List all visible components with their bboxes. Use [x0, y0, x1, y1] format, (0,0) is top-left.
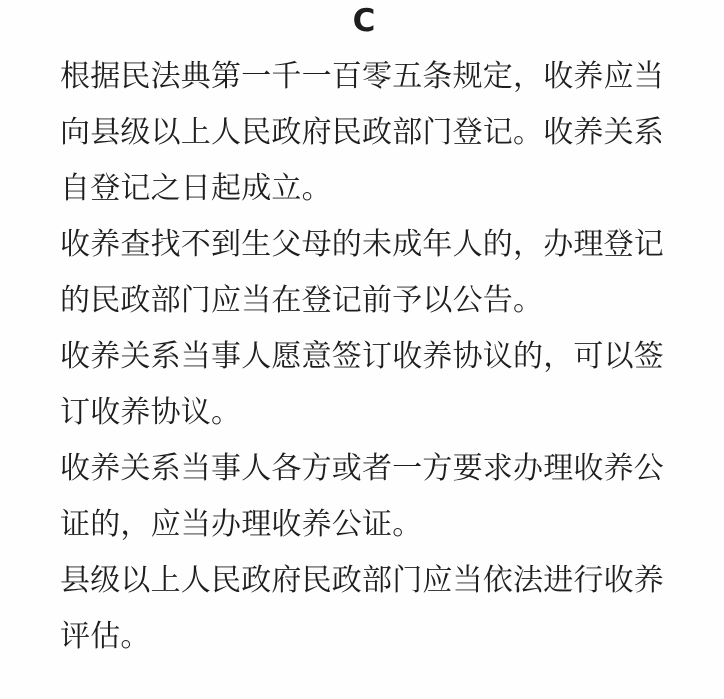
paragraph-assessment: [60, 553, 668, 665]
text-line: 县级以上人民政府民政部门应当依法进行收养: [60, 563, 664, 598]
text-line: 的民政部门应当在登记前予以公告。: [60, 283, 544, 318]
text-line: 订收养协议。: [60, 395, 242, 430]
answer-letter: C: [352, 3, 376, 39]
text-line: 自登记之日起成立。: [60, 171, 332, 206]
text-line: 收养关系当事人愿意签订收养协议的，可以签: [60, 339, 664, 374]
paragraph-adoption-agreement: [60, 329, 668, 441]
paragraph-public-notice: [60, 217, 668, 329]
text-line: 收养关系当事人各方或者一方要求办理收养公: [60, 451, 664, 486]
text-line: 证的，应当办理收养公证。: [60, 507, 423, 542]
text-line: 根据民法典第一千一百零五条规定，收养应当: [60, 59, 664, 94]
text-line: 收养查找不到生父母的未成年人的，办理登记: [60, 227, 664, 262]
paragraph-registration: [60, 49, 668, 217]
text-line: 评估。: [60, 619, 151, 654]
paragraph-notarization: [60, 441, 668, 553]
text-line: 向县级以上人民政府民政部门登记。收养关系: [60, 115, 664, 150]
